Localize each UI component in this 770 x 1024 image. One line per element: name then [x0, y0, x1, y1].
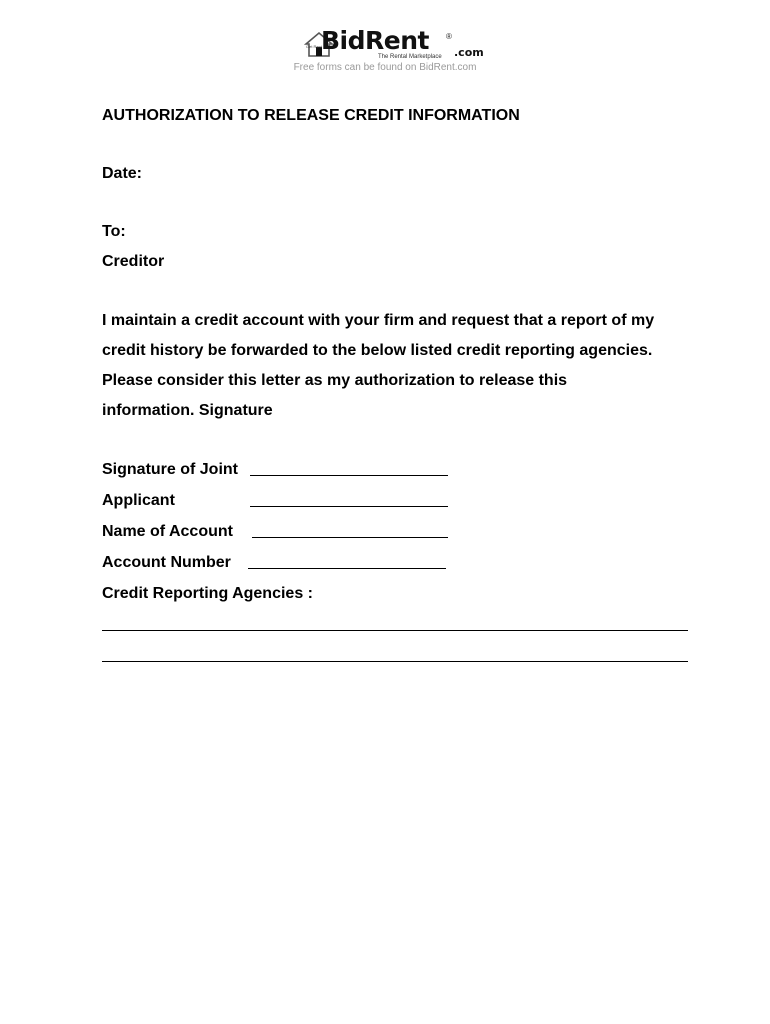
logo-subtitle: Free forms can be found on BidRent.com — [293, 62, 477, 73]
creditor-label: Creditor — [102, 253, 165, 270]
logo-brand: BidRent — [321, 26, 429, 55]
signature-joint-field[interactable] — [250, 475, 448, 476]
body-line: Please consider this letter as my authorization to release this — [102, 372, 568, 389]
registered-mark: ® — [446, 32, 452, 41]
body-line: information. Signature — [102, 402, 273, 419]
agency-line-1[interactable] — [102, 630, 688, 631]
logo-house-text: Get Rent — [306, 44, 323, 49]
agencies-label: Credit Reporting Agencies : — [102, 585, 313, 602]
field-label-account-number: Account Number — [102, 554, 231, 571]
name-of-account-field[interactable] — [252, 537, 448, 538]
body-line: I maintain a credit account with your firm and request that a report of my — [102, 312, 655, 329]
document-title: AUTHORIZATION TO RELEASE CREDIT INFORMATION — [102, 107, 520, 124]
applicant-field[interactable] — [250, 506, 448, 507]
field-label-signature-joint: Signature of Joint — [102, 461, 238, 478]
bidrent-logo — [300, 28, 500, 64]
logo-tagline: The Rental Marketplace — [378, 54, 442, 60]
logo-dotcom: .com — [454, 46, 484, 59]
field-label-name-of-account: Name of Account — [102, 523, 233, 540]
to-label: To: — [102, 223, 126, 240]
account-number-field[interactable] — [248, 568, 446, 569]
body-line: credit history be forwarded to the below listed credit reporting agencies. — [102, 342, 653, 359]
field-label-applicant: Applicant — [102, 492, 175, 509]
agency-line-2[interactable] — [102, 661, 688, 662]
date-label: Date: — [102, 165, 143, 182]
